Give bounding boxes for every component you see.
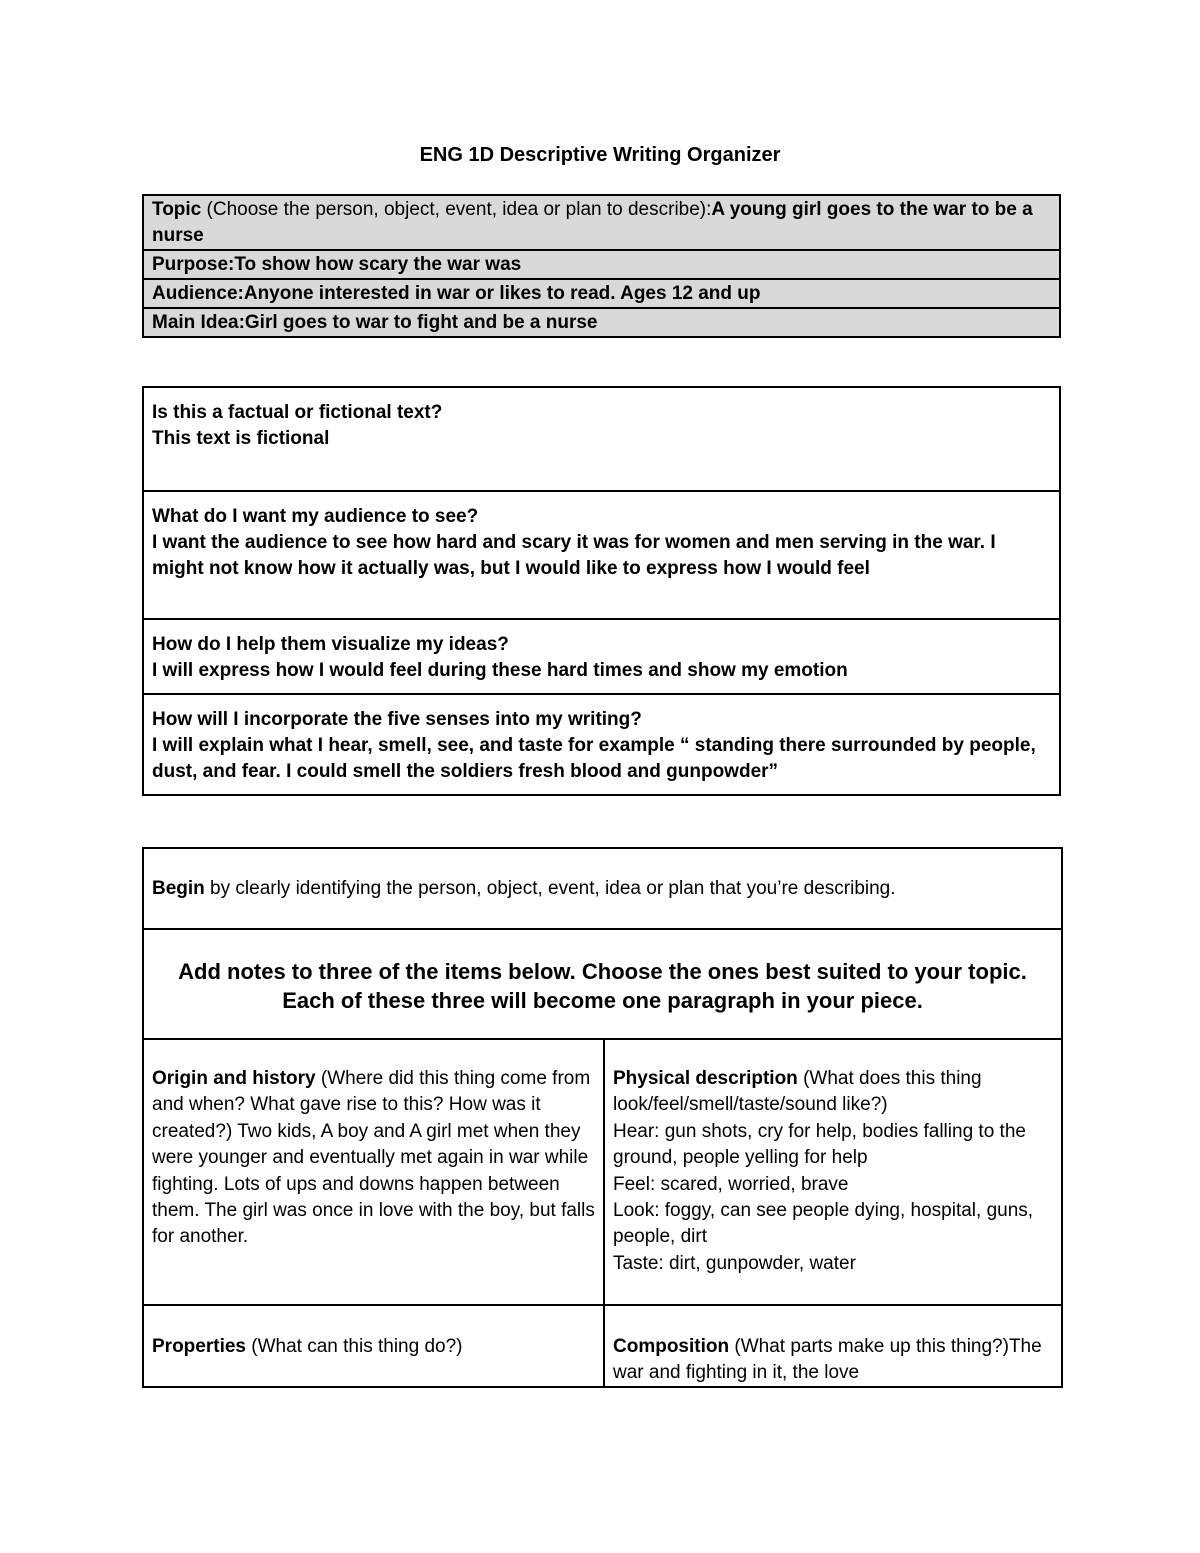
- origin-cell: [144, 1040, 605, 1304]
- question-cell-factual: [144, 388, 1059, 490]
- question-cell-visualize: [144, 618, 1059, 693]
- main-idea-label: Main Idea:: [152, 312, 245, 333]
- question-cell-audience-see: [144, 490, 1059, 618]
- composition-answer: The war and fighting in it, the love: [613, 1336, 1042, 1384]
- physical-hear: Hear: gun shots, cry for help, bodies falling to the ground, people yelling for help: [613, 1120, 1026, 1169]
- answer-text: This text is fictional: [152, 428, 330, 449]
- page-title: ENG 1D Descriptive Writing Organizer: [419, 144, 781, 166]
- question-text: Is this a factual or fictional text?: [152, 402, 443, 423]
- physical-look: Look: foggy, can see people dying, hospital, guns, people, dirt: [613, 1200, 1034, 1248]
- audience-label: Audience:: [152, 283, 244, 304]
- question-text: What do I want my audience to see?: [152, 506, 479, 527]
- main-idea-answer: Girl goes to war to fight and be a nurse: [244, 312, 598, 333]
- composition-label: Composition: [613, 1336, 730, 1357]
- properties-cell: [144, 1306, 605, 1386]
- planning-table: [142, 194, 1061, 338]
- purpose-label: Purpose:: [152, 254, 235, 275]
- topic-answer: A young girl goes to the war to be a nurse: [152, 199, 1033, 246]
- purpose-row: [144, 249, 1059, 278]
- add-notes-instruction: Add notes to three of the items below. Choose the ones best suited to your topic. Each of these three will become one paragraph in your piece.: [144, 930, 1061, 1040]
- main-idea-row: [144, 307, 1059, 336]
- audience-row: [144, 278, 1059, 307]
- answer-text: I will explain what I hear, smell, see, and taste for example “ standing there surrounded by people, dust, and fear. I could smell the soldiers fresh blood and gunpowder”: [152, 735, 1036, 782]
- origin-label: Origin and history: [152, 1068, 316, 1089]
- properties-prompt: (What can this thing do?): [245, 1336, 463, 1357]
- questions-table: [142, 386, 1061, 796]
- topic-row: [144, 196, 1059, 249]
- physical-taste: Taste: dirt, gunpowder, water: [613, 1252, 856, 1274]
- question-text: How do I help them visualize my ideas?: [152, 634, 509, 655]
- purpose-answer: To show how scary the war was: [234, 254, 522, 275]
- topic-prompt: (Choose the person, object, event, idea or plan to describe):: [201, 199, 712, 220]
- origin-prompt: (Where did this thing come from and when? What gave rise to this? How was it created?): [152, 1068, 591, 1142]
- origin-answer: Two kids, A boy and A girl met when they were younger and eventually met again in war while fighting. Lots of ups and downs happen between them. The girl was once in love with the boy, but falls for another.: [152, 1120, 595, 1248]
- physical-feel: Feel: scared, worried, brave: [613, 1173, 849, 1195]
- structure-table: [142, 847, 1063, 1388]
- begin-label: Begin: [152, 878, 205, 899]
- physical-cell: [605, 1040, 1061, 1304]
- begin-text: by clearly identifying the person, object, event, idea or plan that you’re describing.: [204, 878, 896, 899]
- audience-answer: Anyone interested in war or likes to read. Ages 12 and up: [243, 283, 761, 304]
- topic-label: Topic: [152, 199, 202, 220]
- physical-prompt: (What does this thing look/feel/smell/taste/sound like?): [613, 1068, 982, 1116]
- question-cell-five-senses: [144, 693, 1059, 794]
- properties-label: Properties: [152, 1336, 246, 1357]
- structure-row-2: [144, 1306, 1061, 1386]
- structure-row-1: [144, 1040, 1061, 1306]
- composition-prompt: (What parts make up this thing?): [729, 1336, 1009, 1357]
- composition-cell: [605, 1306, 1061, 1386]
- begin-cell: [144, 849, 1061, 930]
- answer-text: I will express how I would feel during these hard times and show my emotion: [152, 660, 848, 681]
- physical-label: Physical description: [613, 1068, 798, 1089]
- question-text: How will I incorporate the five senses into my writing?: [152, 709, 642, 730]
- answer-text: I want the audience to see how hard and scary it was for women and men serving in the war. I might not know how it actually was, but I would like to express how I would feel: [152, 532, 996, 579]
